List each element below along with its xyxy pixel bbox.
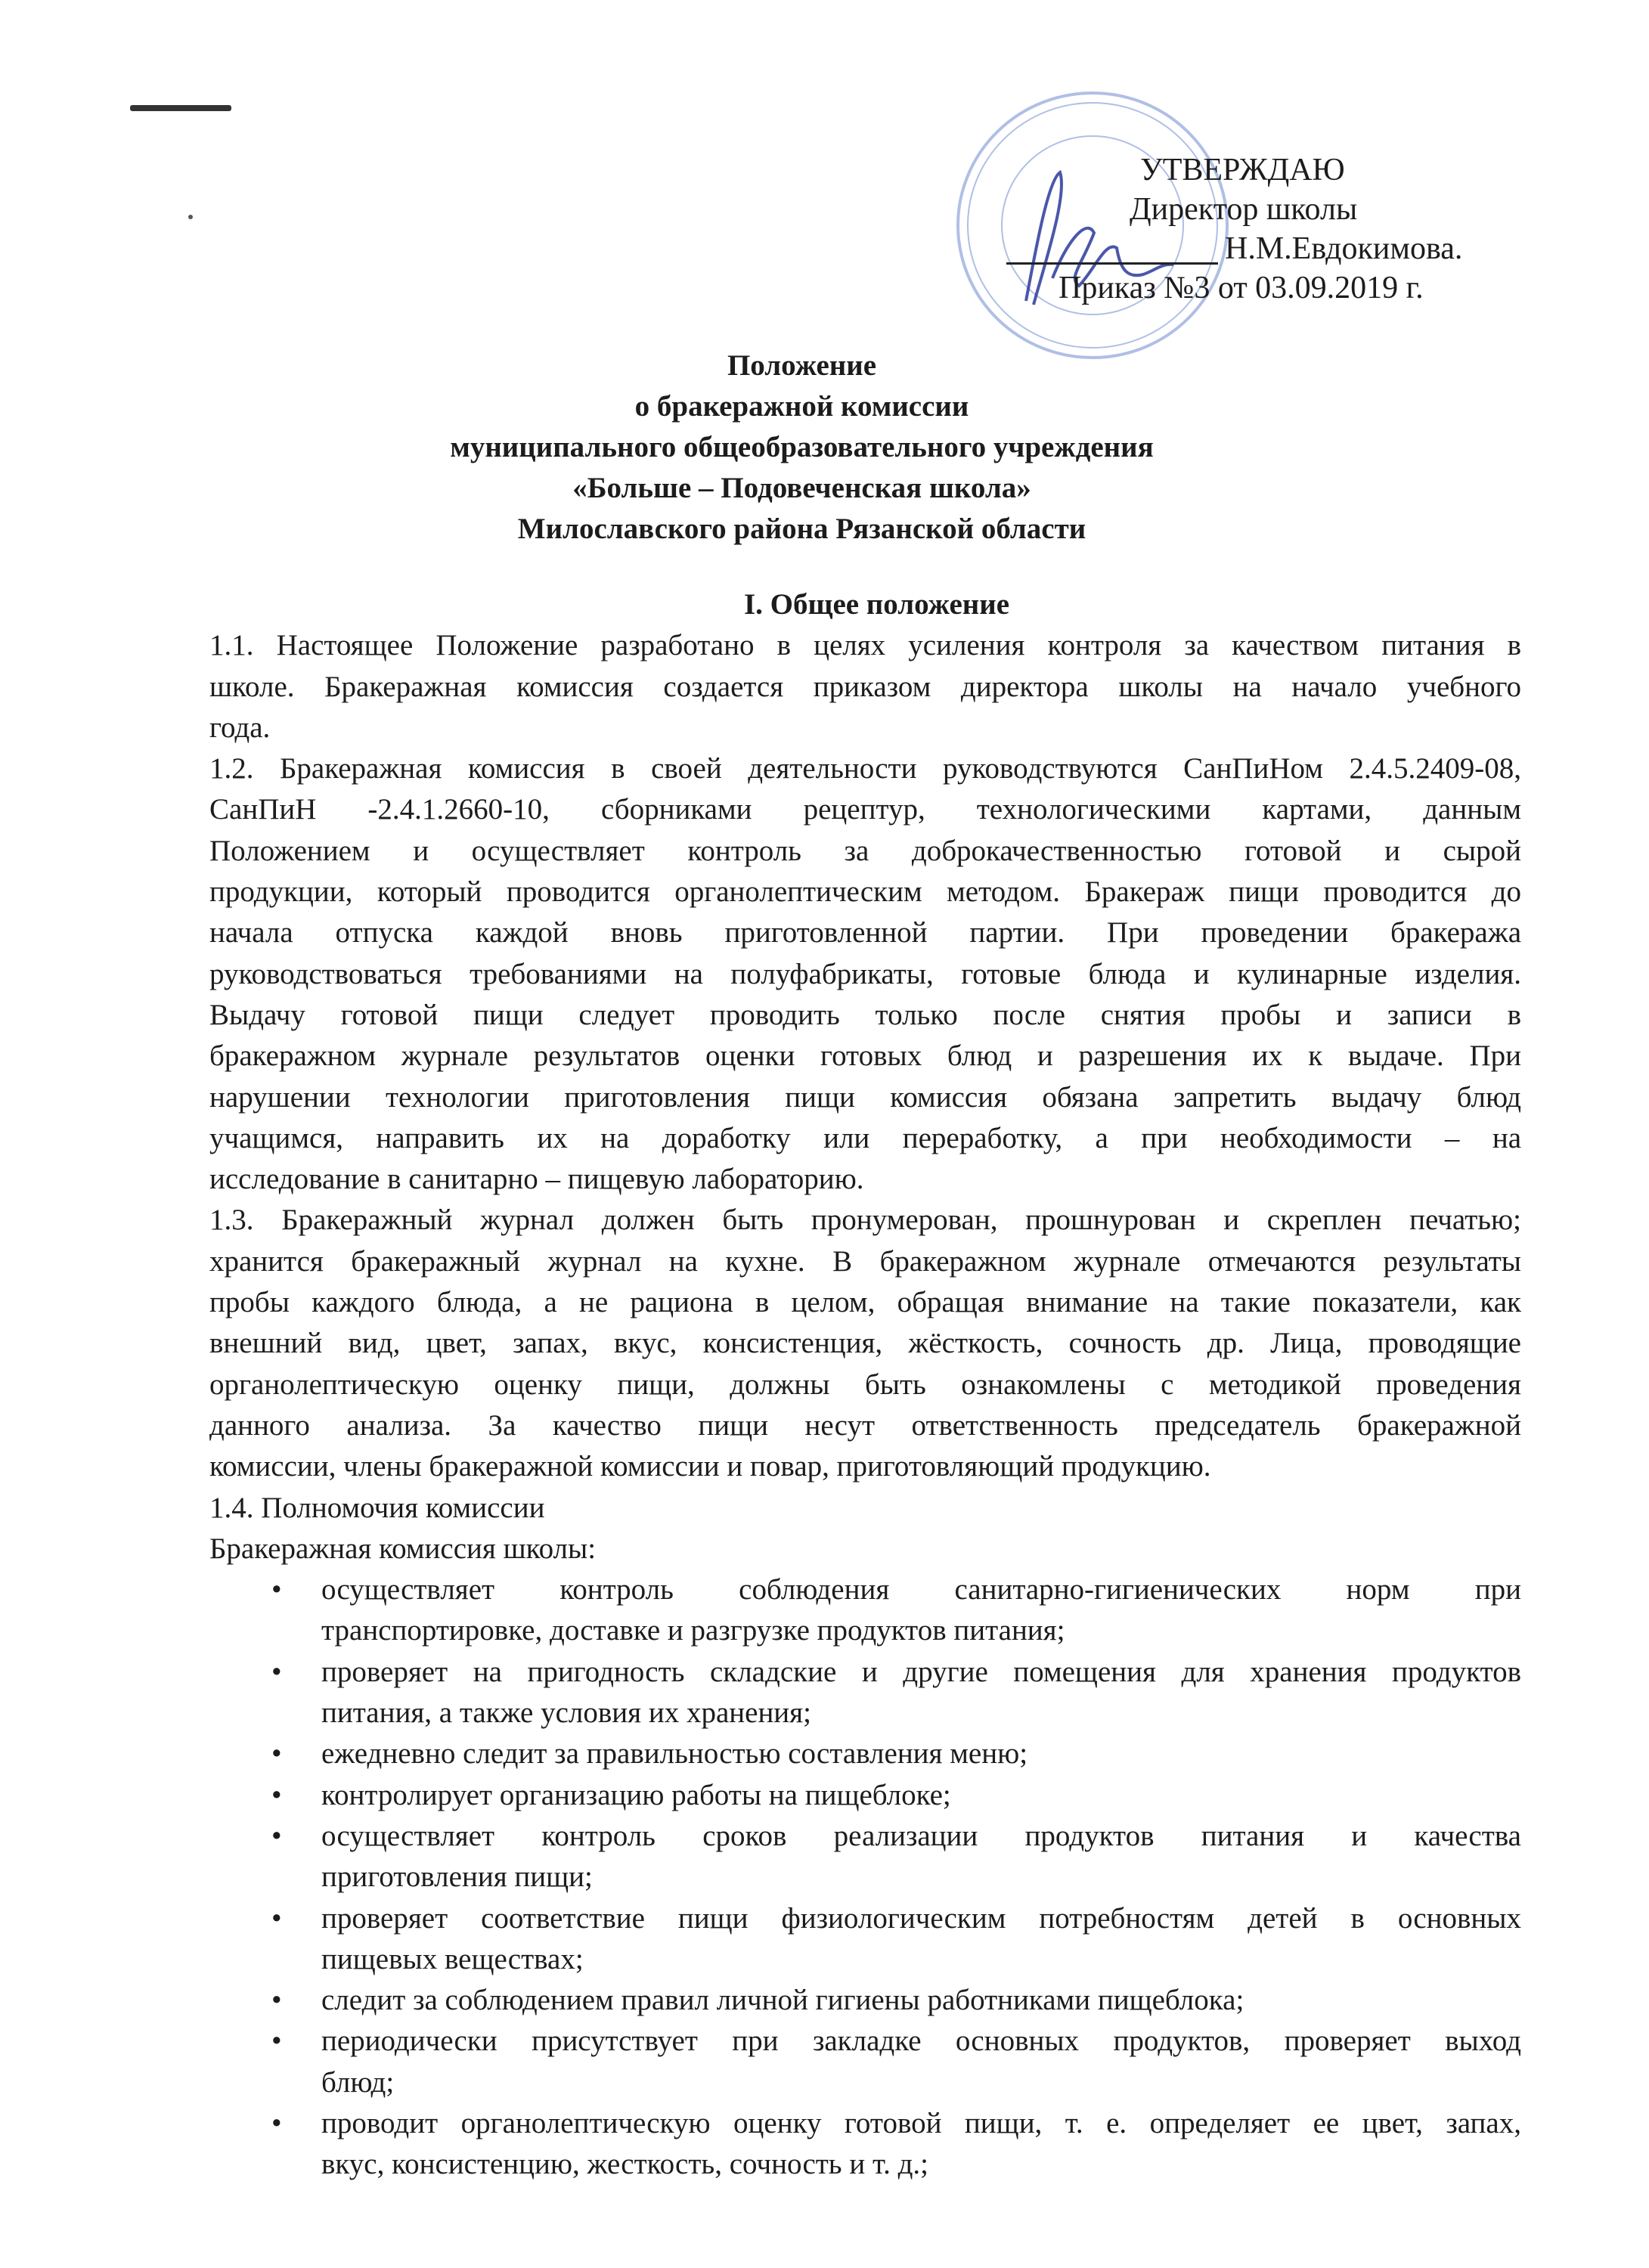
bullet-icon: •	[271, 1819, 282, 1852]
list-item-text: блюд;	[321, 2065, 395, 2099]
list-item-text: осуществляет контроль сроков реализации продуктов питания и качества	[321, 1819, 1521, 1852]
signature-line	[1006, 262, 1218, 265]
title-line: муниципального общеобразовательного учреждения	[450, 431, 1154, 463]
text-line: руководствоваться требованиями на полуфабрикаты, готовые блюда и кулинарные изделия.	[209, 957, 1521, 990]
text-line: Выдачу готовой пищи следует проводить только после снятия пробы и записи в	[209, 998, 1521, 1031]
section-heading: I. Общее положение	[744, 588, 1009, 621]
text-line: Положением и осуществляет контроль за доброкачественностью готовой и сырой	[209, 834, 1521, 867]
approve-label: УТВЕРЖДАЮ	[1140, 153, 1345, 187]
text-line: бракеражном журнале результатов оценки готовых блюд и разрешения их к выдаче. При	[209, 1040, 1521, 1073]
document-title	[0, 345, 1649, 550]
scan-mark	[130, 105, 231, 111]
text-line: года.	[209, 711, 271, 744]
director-name: Н.М.Евдокимова.	[1225, 231, 1463, 266]
scan-dot	[188, 215, 193, 219]
text-line: начала отпуска каждой вновь приготовленной партии. При проведении бракеража	[209, 916, 1521, 950]
text-line: 1.2. Бракеражная комиссия в своей деятельности руководствуются СанПиНом 2.4.5.2409-08,	[209, 752, 1521, 785]
text-line: СанПиН -2.4.1.2660-10, сборниками рецептур, технологическими картами, данным	[209, 793, 1521, 826]
list-item-text: контролирует организацию работы на пищеблоке;	[321, 1778, 951, 1811]
paragraph	[209, 625, 1521, 748]
bullet-icon: •	[271, 1778, 282, 1811]
text-line: исследование в санитарно – пищевую лабораторию.	[209, 1163, 864, 1196]
list-item-text: пищевых веществах;	[321, 1942, 584, 1975]
document-body	[209, 584, 1521, 2186]
title-line: о бракеражной комиссии	[634, 390, 969, 423]
bullet-icon: •	[271, 2106, 282, 2139]
bullet-icon: •	[271, 1984, 282, 2017]
text-line: 1.3. Бракеражный журнал должен быть пронумерован, прошнурован и скреплен печатью;	[209, 1204, 1521, 1237]
list-item-text: проверяет на пригодность складские и другие помещения для хранения продуктов	[321, 1655, 1521, 1688]
paragraph	[209, 748, 1521, 1200]
list-item-text: вкус, консистенцию, жесткость, сочность и т. д.;	[321, 2148, 929, 2181]
paragraph	[209, 1200, 1521, 1487]
list-item-text: периодически присутствует при закладке основных продуктов, проверяет выход	[321, 2025, 1521, 2058]
bullet-icon: •	[271, 1901, 282, 1935]
list-item-text: приготовления пищи;	[321, 1861, 593, 1894]
bullet-icon: •	[271, 1573, 282, 1606]
list-item	[209, 1734, 1521, 1774]
title-line: Положение	[727, 349, 877, 382]
list-item	[209, 1569, 1521, 1652]
list-item	[209, 1775, 1521, 1816]
list-item	[209, 2021, 1521, 2103]
text-line: нарушении технологии приготовления пищи комиссия обязана запретить выдачу блюд	[209, 1080, 1521, 1114]
list-item-text: проверяет соответствие пищи физиологическим потребностям детей в основных	[321, 1901, 1521, 1935]
list-item-text: проводит органолептическую оценку готовой пищи, т. е. определяет ее цвет, запах,	[321, 2106, 1521, 2139]
title-line: Милославского района Рязанской области	[517, 513, 1086, 545]
text-line: школе. Бракеражная комиссия создается приказом директора школы на начало учебного	[209, 670, 1521, 703]
text-line: 1.1. Настоящее Положение разработано в целях усиления контроля за качеством питания в	[209, 629, 1521, 662]
text-line: Бракеражная комиссия школы:	[209, 1532, 597, 1565]
director-position: Директор школы	[1130, 192, 1358, 227]
text-line: 1.4. Полномочия комиссии	[209, 1491, 545, 1524]
text-line: учащимся, направить их на доработку или переработку, а при необходимости – на	[209, 1121, 1521, 1154]
list-item	[209, 2103, 1521, 2186]
text-line: внешний вид, цвет, запах, вкус, консистенция, жёсткость, сочность др. Лица, проводящие	[209, 1327, 1521, 1360]
title-line: «Больше – Подовеченская школа»	[572, 472, 1031, 504]
list-item-text: транспортировке, доставке и разгрузке продуктов питания;	[321, 1614, 1065, 1647]
list-item-text: осуществляет контроль соблюдения санитарно-гигиенических норм при	[321, 1573, 1521, 1606]
list-item-text: питания, а также условия их хранения;	[321, 1696, 811, 1730]
text-line: хранится бракеражный журнал на кухне. В бракеражном журнале отмечаются результаты	[209, 1244, 1521, 1278]
text-line: пробы каждого блюда, а не рациона в целом, обращая внимание на такие показатели, как	[209, 1286, 1521, 1319]
text-line: комиссии, члены бракеражной комиссии и повар, приготовляющий продукцию.	[209, 1450, 1211, 1483]
list-item	[209, 1898, 1521, 1981]
bullet-icon: •	[271, 1737, 282, 1771]
list-item	[209, 1816, 1521, 1898]
list-item-text: следит за соблюдением правил личной гигиены работниками пищеблока;	[321, 1984, 1244, 2017]
order-reference: Приказ №3 от 03.09.2019 г.	[1059, 271, 1424, 305]
list-item-text: ежедневно следит за правильностью составления меню;	[321, 1737, 1028, 1771]
paragraph	[209, 1488, 1521, 1529]
list-item	[209, 1980, 1521, 2021]
bullet-icon: •	[271, 2025, 282, 2058]
text-line: данного анализа. За качество пищи несут ответственность председатель бракеражной	[209, 1408, 1521, 1442]
list-item	[209, 1652, 1521, 1734]
text-line: органолептическую оценку пищи, должны быть ознакомлены с методикой проведения	[209, 1368, 1521, 1401]
paragraph	[209, 1529, 1521, 1569]
text-line: продукции, который проводится органолептическим методом. Бракераж пищи проводится до	[209, 875, 1521, 909]
bullet-icon: •	[271, 1655, 282, 1688]
